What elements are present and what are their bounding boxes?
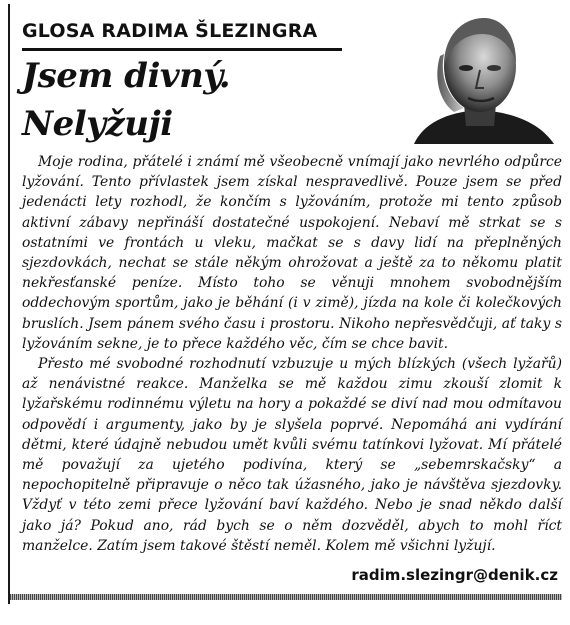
article-body [22, 152, 562, 556]
headline-line-2: Nelyžuji [22, 104, 173, 144]
author-portrait-drawing [394, 4, 564, 144]
column-kicker [22, 18, 342, 54]
kicker-text: GLOSA RADIMA ŠLEZINGRA [22, 20, 318, 42]
headline-line-1: Jsem divný. [22, 56, 231, 96]
kicker-underline [22, 48, 342, 51]
author-email: radim.slezingr@denik.cz [351, 566, 558, 584]
headline [22, 52, 352, 148]
author-portrait [394, 4, 564, 144]
article-paragraph-2: Přesto mé svobodné rozhodnutí vzbuzuje u mých blízkých (všech lyžařů) až nenávistné reakce. Manželka se mě každou zimu zkouší zlomit k lyžařskému rodinnému výletu na hory a pokaždé se diví nad mou odmítavou odpovědí i argumenty, jako by je slyšela poprvé. Nepomáhá ani vydírání dětmi, které údajně nebudou umět kvůli svému tatínkovi lyžovat. Mí přátelé mě považují za ujetého podivína, který se „sebemrskačsky“ a nepochopitelně připravuje o něco tak úžasného, jako je návštěva sjezdovky. Vždyť v této zemi přece lyžování baví každého. Nebo je snad někdo další jako já? Pokud ano, rád bych se o něm dozvěděl, abych to mohl říct manželce. Zatím jsem takové štěstí neměl. Kolem mě všichni lyžují. [22, 356, 562, 554]
article-paragraph-1: Moje rodina, přátelé i známí mě všeobecně vnímají jako nevrlého odpůrce lyžování. Tento přívlastek jsem získal nespravedlivě. Pouze jsem se před jedenácti lety rozhodl, že končím s lyžováním, protože mi tento způsob aktivní zábavy nepřináší dostatečné uspokojení. Nebaví mě strkat se s ostatními ve frontách u vleku, mačkat se s davy lidí na přeplněných sjezdovkách, nechat se stále někým ohrožovat a ještě za to někomu platit nekřesťanské peníze. Místo toho se věnuji mnohem svobodnějším oddechovým sportům, jako je běhání (i v zimě), jízda na kole či kolečkových bruslích. Jsem pánem svého času i prostoru. Nikoho nepřesvědčuji, ať taky s lyžováním sekne, je to přece každého věc, čím se chce bavit. [22, 154, 562, 352]
left-border-rule [8, 4, 10, 604]
bottom-border-rule [10, 594, 562, 600]
